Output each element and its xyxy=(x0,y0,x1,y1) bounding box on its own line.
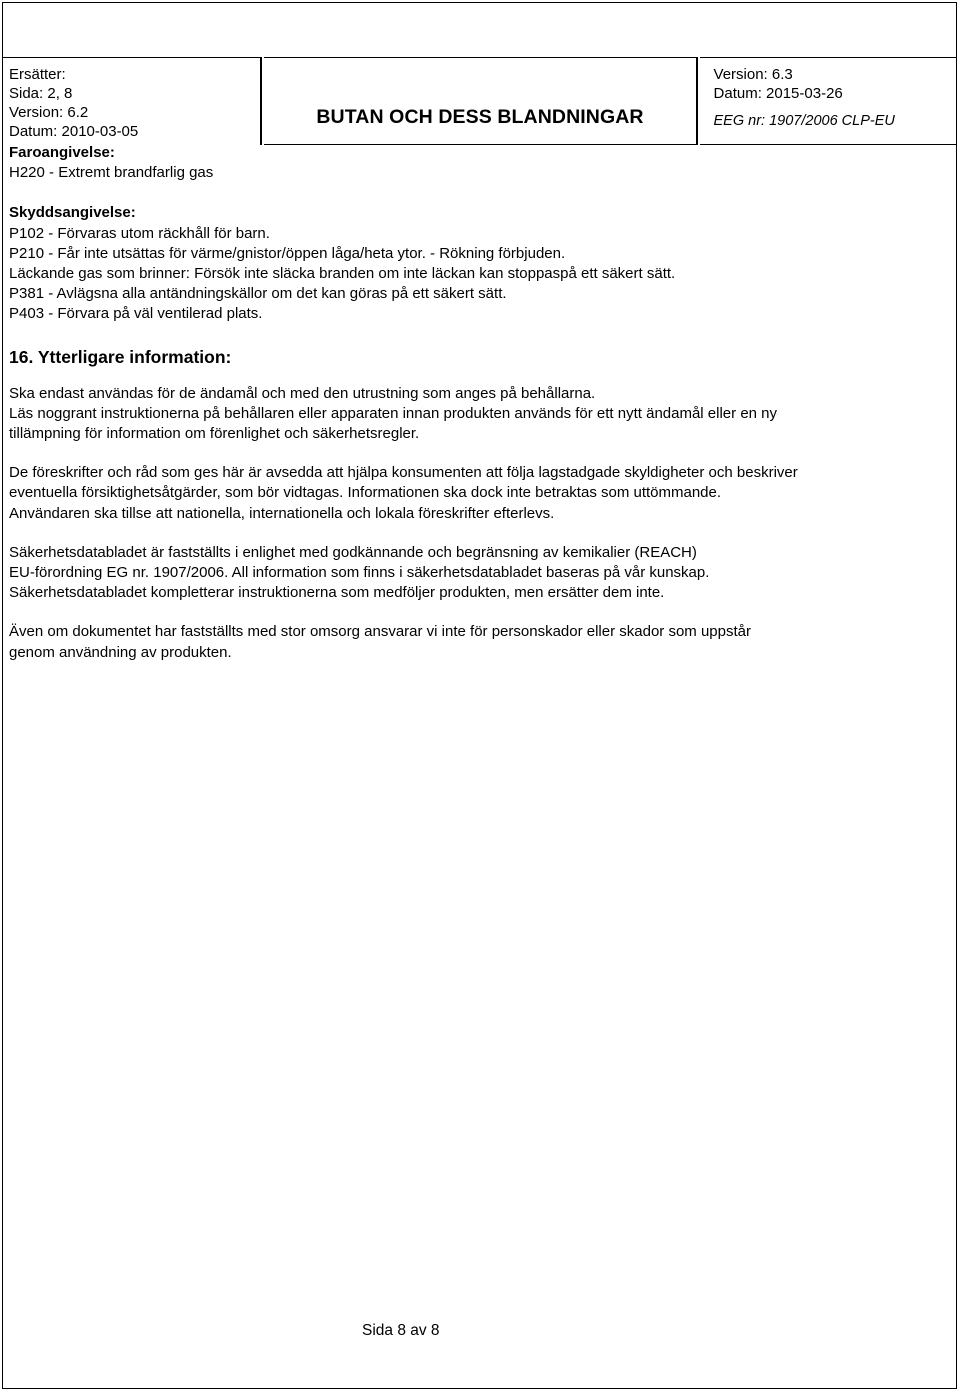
hazard-heading: Faroangivelse: xyxy=(9,144,115,161)
text-line: EU-förordning EG nr. 1907/2006. All information som finns i säkerhetsdatabladet baseras på vår kunskap. xyxy=(9,564,710,582)
current-date: Datum: 2015-03-26 xyxy=(713,85,843,102)
precaution-line: P403 - Förvara på väl ventilerad plats. xyxy=(9,305,263,323)
regulation-reference: EEG nr: 1907/2006 CLP-EU xyxy=(713,113,895,129)
hazard-block xyxy=(9,143,949,183)
text-line: Användaren ska tillse att nationella, internationella och lokala föreskrifter efterlevs. xyxy=(9,504,555,522)
document-body xyxy=(9,143,949,663)
precaution-line: P381 - Avlägsna alla antändningskällor om det kan göras på ett säkert sätt. xyxy=(9,285,507,303)
precaution-block xyxy=(9,203,949,324)
precaution-heading: Skyddsangivelse: xyxy=(9,204,136,222)
header-right-cell xyxy=(700,57,957,145)
hazard-line: H220 - Extremt brandfarlig gas xyxy=(9,164,214,182)
text-line: Ska endast användas för de ändamål och med den utrustning som anges på behållarna. xyxy=(9,384,596,402)
header-title-cell xyxy=(264,57,697,145)
text-line: tillämpning för information om förenlighet och säkerhetsregler. xyxy=(9,425,420,443)
precaution-line: P210 - Får inte utsättas för värme/gnistor/öppen låga/heta ytor. - Rökning förbjuden. xyxy=(9,244,566,262)
old-version: Version: 6.2 xyxy=(9,104,89,121)
old-date: Datum: 2010-03-05 xyxy=(9,123,139,140)
document-header xyxy=(2,57,957,145)
precaution-line: P102 - Förvaras utom räckhåll för barn. xyxy=(9,224,270,242)
text-line: genom användning av produkten. xyxy=(9,643,232,661)
section-16-paragraph xyxy=(9,622,949,662)
replaces-label: Ersätter: xyxy=(9,66,66,83)
precaution-line: Läckande gas som brinner: Försök inte släcka branden om inte läckan kan stoppaspå ett säkert sätt. xyxy=(9,265,676,283)
page-number: Sida 8 av 8 xyxy=(362,1322,440,1339)
text-line: Läs noggrant instruktionerna på behållaren eller apparaten innan produkten används för ett nytt ändamål eller en ny xyxy=(9,404,778,422)
section-16-title: 16. Ytterligare information: xyxy=(9,346,232,367)
text-line: Även om dokumentet har fastställts med stor omsorg ansvarar vi inte för personskador eller skador som uppstår xyxy=(9,623,751,641)
text-line: De föreskrifter och råd som ges här är avsedda att hjälpa konsumenten att följa lagstadgade skyldigheter och beskriver xyxy=(9,464,798,482)
header-left-cell xyxy=(2,57,262,145)
page-reference: Sida: 2, 8 xyxy=(9,85,73,102)
text-line: Säkerhetsdatabladet kompletterar instruktionerna som medföljer produkten, men ersätter dem inte. xyxy=(9,584,665,602)
document-title: BUTAN OCH DESS BLANDNINGAR xyxy=(316,106,644,128)
section-16-paragraph xyxy=(9,384,949,445)
text-line: eventuella försiktighetsåtgärder, som bör vidtagas. Informationen ska dock inte betraktas som uttömmande. xyxy=(9,484,722,502)
section-16-paragraph xyxy=(9,463,949,524)
current-version: Version: 6.3 xyxy=(713,66,793,83)
section-16-paragraph xyxy=(9,543,949,604)
text-line: Säkerhetsdatabladet är fastställts i enlighet med godkännande och begränsning av kemikalier (REACH) xyxy=(9,543,697,561)
